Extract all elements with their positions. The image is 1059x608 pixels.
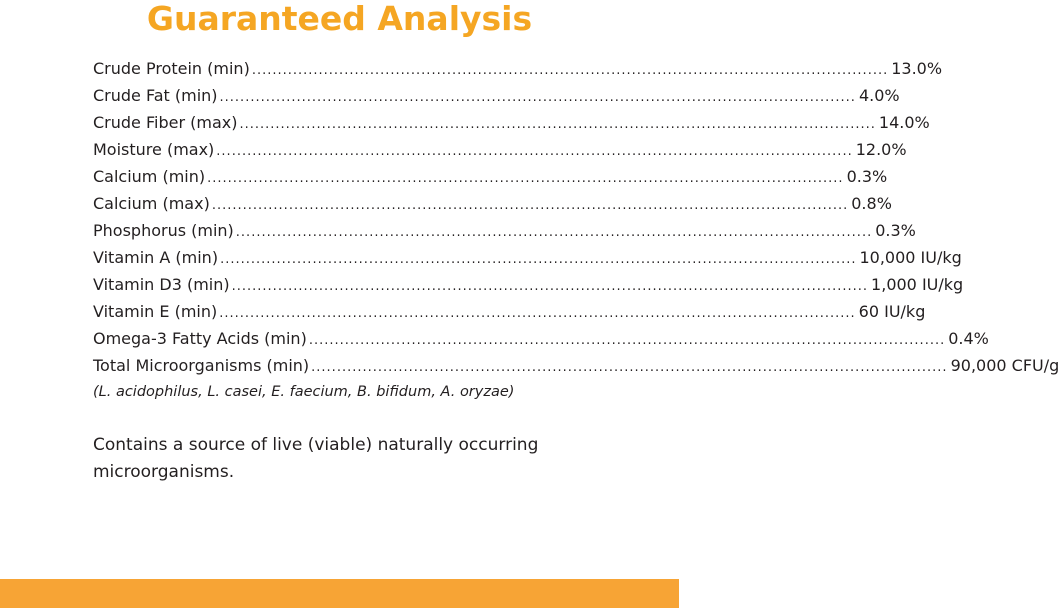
analysis-value: 0.8% bbox=[851, 194, 892, 213]
analysis-row bbox=[93, 244, 962, 271]
analysis-value: 0.4% bbox=[948, 329, 989, 348]
guaranteed-analysis-table bbox=[93, 55, 1059, 406]
analysis-label: Crude Fat (min) bbox=[93, 86, 218, 105]
analysis-row bbox=[93, 55, 943, 82]
analysis-row bbox=[93, 217, 916, 244]
analysis-label: Vitamin D3 (min) bbox=[93, 275, 230, 294]
analysis-value: 0.3% bbox=[846, 167, 888, 186]
dot-leader: ............................................................................................................................ bbox=[220, 252, 857, 267]
analysis-row bbox=[93, 109, 930, 136]
dot-leader: ............................................................................................................................ bbox=[216, 144, 853, 159]
dot-leader: ............................................................................................................................ bbox=[219, 90, 856, 105]
dot-leader: ............................................................................................................................ bbox=[231, 279, 869, 294]
analysis-label: Phosphorus (min) bbox=[93, 221, 234, 240]
analysis-label: Vitamin E (min) bbox=[93, 302, 218, 321]
analysis-row bbox=[93, 163, 888, 190]
dot-leader: ............................................................................................................................ bbox=[211, 198, 849, 213]
microorganism-list: (L. acidophilus, L. casei, E. faecium, B. bifidum, A. oryzae) bbox=[93, 384, 515, 400]
analysis-row bbox=[93, 298, 926, 325]
analysis-row bbox=[93, 325, 989, 352]
footer-accent-bar bbox=[0, 579, 679, 608]
analysis-value: 1,000 IU/kg bbox=[871, 275, 964, 294]
analysis-value: 10,000 IU/kg bbox=[859, 248, 962, 267]
analysis-value: 4.0% bbox=[858, 86, 900, 105]
analysis-label: Calcium (max) bbox=[93, 194, 210, 213]
analysis-value: 90,000 CFU/g bbox=[950, 356, 1059, 375]
analysis-label: Total Microorganisms (min) bbox=[93, 356, 310, 375]
analysis-row bbox=[93, 352, 1059, 379]
analysis-label: Vitamin A (min) bbox=[93, 248, 219, 267]
analysis-label: Crude Protein (min) bbox=[93, 59, 250, 78]
analysis-row bbox=[93, 136, 907, 163]
dot-leader: ............................................................................................................................ bbox=[235, 225, 873, 240]
dot-leader: ............................................................................................................................ bbox=[311, 360, 948, 375]
analysis-value: 12.0% bbox=[855, 140, 907, 159]
dot-leader: ............................................................................................................................ bbox=[219, 306, 856, 321]
analysis-label: Crude Fiber (max) bbox=[93, 113, 238, 132]
analysis-value: 14.0% bbox=[878, 113, 930, 132]
dot-leader: ............................................................................................................................ bbox=[308, 333, 946, 348]
dot-leader: ............................................................................................................................ bbox=[239, 117, 876, 132]
dot-leader: ............................................................................................................................ bbox=[251, 63, 889, 78]
analysis-value: 0.3% bbox=[875, 221, 916, 240]
analysis-label: Omega-3 Fatty Acids (min) bbox=[93, 329, 307, 348]
analysis-label: Moisture (max) bbox=[93, 140, 215, 159]
page-title: Guaranteed Analysis bbox=[146, 0, 533, 38]
analysis-row bbox=[93, 271, 964, 298]
analysis-row bbox=[93, 82, 900, 109]
analysis-label: Calcium (min) bbox=[93, 167, 206, 186]
analysis-value: 13.0% bbox=[891, 59, 943, 78]
analysis-row bbox=[93, 190, 892, 217]
live-microorganisms-note: Contains a source of live (viable) naturally occurring microorganisms. bbox=[93, 435, 539, 482]
analysis-value: 60 IU/kg bbox=[858, 302, 926, 321]
dot-leader: ............................................................................................................................ bbox=[207, 171, 844, 186]
